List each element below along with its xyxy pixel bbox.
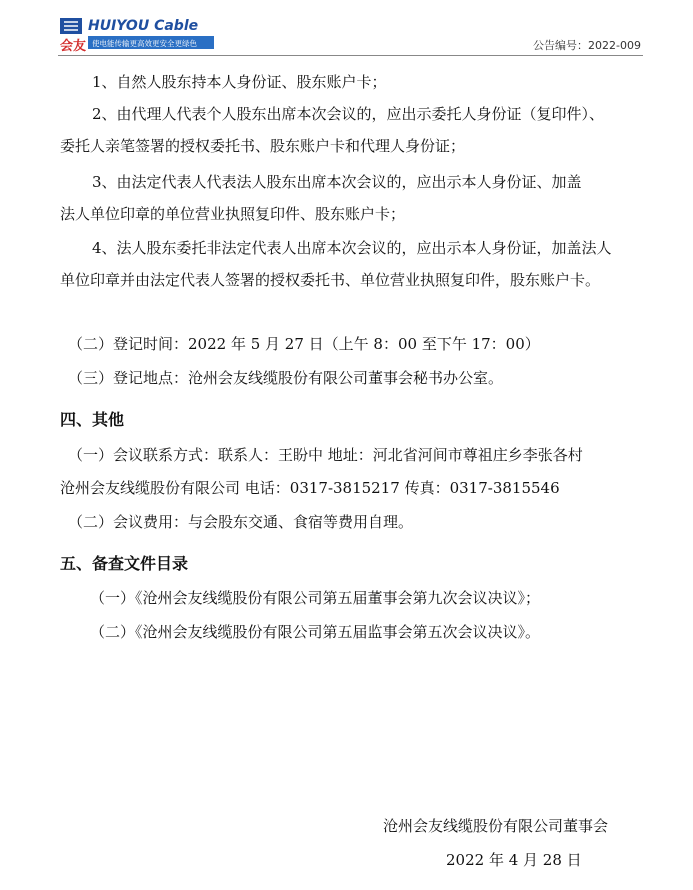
meeting-fee: （二）会议费用：与会股东交通、食宿等费用自理。 [68,513,414,531]
reference-doc-1: （一）《沧州会友线缆股份有限公司第五届董事会第九次会议决议》； [90,589,541,607]
item-4-line-1: 4、法人股东委托非法定代表人出席本次会议的，应出示本人身份证，加盖法人 [92,239,612,257]
page-header [0,0,693,58]
item-1: 1、自然人股东持本人身份证、股东账户卡； [92,73,387,91]
section-5-heading: 五、备查文件目录 [60,554,189,573]
signature-date: 2022 年 4 月 28 日 [446,851,582,869]
logo-slogan-text: 使电能传输更高效更安全更绿色 [92,39,197,48]
reference-doc-2: （二）《沧州会友线缆股份有限公司第五届监事会第五次会议决议》。 [90,623,541,641]
item-4-line-2: 单位印章并由法定代表人签署的授权委托书、单位营业执照复印件，股东账户卡。 [60,271,601,289]
item-3-line-2: 法人单位印章的单位营业执照复印件、股东账户卡； [60,205,406,223]
signature-company: 沧州会友线缆股份有限公司董事会 [383,817,609,835]
logo-brand-text: HUIYOU Cable [88,18,199,34]
logo-emblem-icon [60,18,82,34]
item-2-line-2: 委托人亲笔签署的授权委托书、股东账户卡和代理人身份证； [60,137,466,155]
section-4-heading: 四、其他 [60,410,125,429]
contact-line-2: 沧州会友线缆股份有限公司 电话：0317-3815217 传真：0317-3815546 [60,479,560,497]
registration-place: （三）登记地点：沧州会友线缆股份有限公司董事会秘书办公室。 [68,369,504,387]
registration-time: （二）登记时间：2022 年 5 月 27 日（上午 8：00 至下午 17：00） [68,335,540,353]
logo-cn-text: 会友 [60,39,87,54]
item-3-line-1: 3、由法定代表人代表法人股东出席本次会议的，应出示本人身份证、加盖 [92,173,582,191]
item-2-line-1: 2、由代理人代表个人股东出席本次会议的，应出示委托人身份证（复印件）、 [92,105,605,123]
document-number: 公告编号：2022-009 [533,39,641,52]
contact-line-1: （一）会议联系方式：联系人：王盼中 地址：河北省河间市尊祖庄乡李张各村 [68,446,583,464]
header-divider [58,55,643,56]
company-logo [58,14,218,54]
